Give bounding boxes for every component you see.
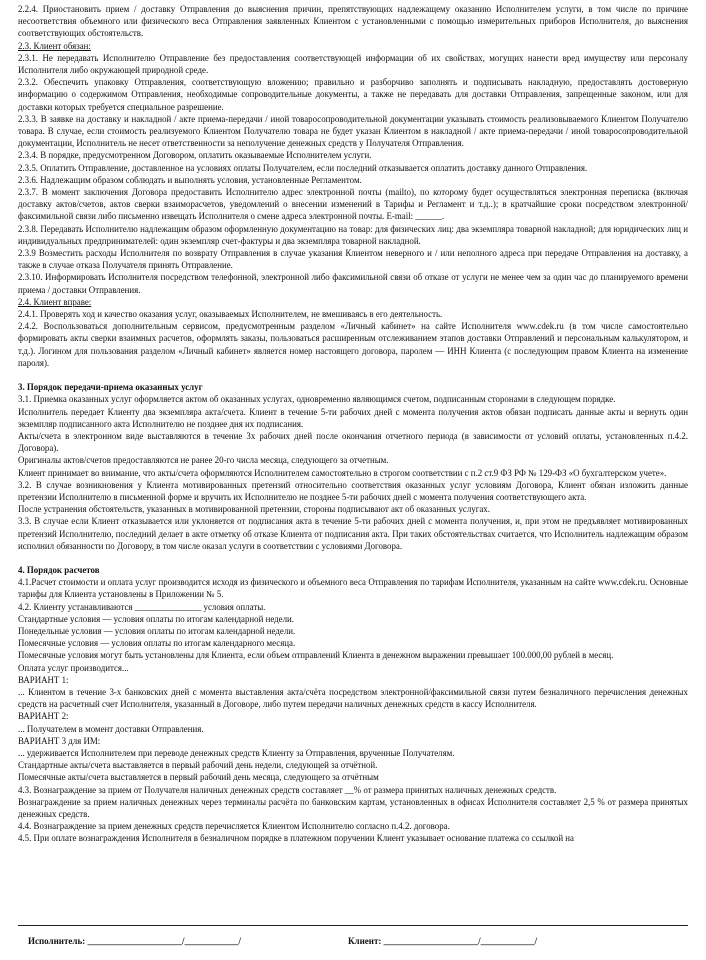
executor-signature-line: Исполнитель: _____________________/____________/ xyxy=(28,936,241,946)
paragraph: 3.3. В случае если Клиент отказывается или уклоняется от подписания акта в течение 5-ти рабочих дней с момента получения, и, при этом не предъявляет мотивированных претензий Исполнителю, последний делает в акте отметку об отказе Клиента от подписания акта. При таких обстоятельствах считается, что Исполнитель надлежащим образом исполнил обязанности по Договору, в том числе оказал услуги в соответствии с условиями Договора. xyxy=(18,516,688,551)
paragraph: Исполнитель передает Клиенту два экземпляра акта/счета. Клиент в течение 5-ти рабочих дней с момента получения актов обязан подписать данные акты и вернуть один экземпляр подписанного акта Исполнителю не позднее дня их подписания. xyxy=(18,406,688,429)
paragraph: ... Получателем в момент доставки Отправления. xyxy=(18,723,204,734)
paragraph: Акты/счета в электронном виде выставляются в течение 3х рабочих дней после окончания отчетного периода (в зависимости от условий оплаты, установленных п.4.2. Договора). xyxy=(18,430,688,454)
paragraph: 3.2. В случае возникновения у Клиента мотивированных претензий относительно соответствия оказанных услуг условиям Договора, Клиент обязан изложить данные претензии Исполнителю в письменной форме и вручить их Исполнителю не позднее 5-ти рабочих дней с момента получения соответствующего акта. xyxy=(18,479,688,502)
paragraph: Помесячные условия могут быть установлены для Клиента, если объем отправлений Клиента в денежном выражении превышает 100.000,00 рублей в месяц. xyxy=(18,650,614,661)
paragraph: 4.4. Вознаграждение за прием денежных средств перечисляется Клиентом Исполнителю согласно п.4.2. договора. xyxy=(18,821,450,832)
paragraph: ВАРИАНТ 3 для ИМ: xyxy=(18,735,101,746)
paragraph: 2.3.3. В заявке на доставку и накладной / акте приема-передачи / иной товаросопроводительной документации указывать стоимость реализовываемого Клиентом Получателю товара. В случае, если стоимость реализуемого Клиентом Получателю товара не будет указан Клиентом в накладной / акте приема-передачи / иной товаросопроводительной документации, Исполнитель не несет ответственности за неполучение денежных средств у Получателя Отправления. xyxy=(18,113,688,149)
spacer xyxy=(18,552,688,564)
paragraph: ВАРИАНТ 1: xyxy=(18,674,69,685)
document-body xyxy=(18,3,688,845)
paragraph: 2.3.6. Надлежащим образом соблюдать и выполнять условия, установленные Регламентом. xyxy=(18,174,362,185)
paragraph: ... Клиентом в течение 3-х банковских дней с момента выставления акта/счёта посредством электронной/факсимильной связи путем безналичного перечисления денежных средств на расчетный счет Исполнителя, указанный в Договоре, либо путем передачи наличных денежных средств в кассу Исполнителя. xyxy=(18,686,688,710)
paragraph: 2.3.2. Обеспечить упаковку Отправления, соответствующую вложению; правильно и разборчиво заполнять и подписывать накладную, предоставлять достоверную информацию о содержимом Отправления, необходимые сопроводительные документы, а также не передавать для доставки Отправления, запрещенные законом, или для доставки которых требуется специальное разрешение. xyxy=(18,77,688,112)
client-signature-line: Клиент: _____________________/____________/ xyxy=(348,936,538,946)
paragraph: 2.4.2. Воспользоваться дополнительным сервисом, предусмотренным разделом «Личный кабинет» на сайте Исполнителя www.cdek.ru (в том числе самостоятельно формировать акты сверки взаимных расчетов, оформлять заказы, пользоваться расширенным отслеживанием этапов доставки Отправлений и персональным калькулятором, и т.д.). Логином для пользования разделом «Личный кабинет» является номер настоящего договора, паролем — ИНН Клиента (с последующим правом Клиента на изменение пароля). xyxy=(18,321,688,368)
paragraph: ... удерживается Исполнителем при переводе денежных средств Клиенту за Отправления, врученные Получателям. xyxy=(18,747,455,758)
paragraph: 4.5. При оплате вознаграждения Исполнителя в безналичном порядке в платежном поручении Клиент указывает основание платежа со ссылкой на xyxy=(18,833,574,844)
section-heading: 3. Порядок передачи-приема оказанных услуг xyxy=(18,382,203,393)
paragraph: Стандартные условия — условия оплаты по итогам календарной недели. xyxy=(18,613,294,624)
paragraph: 2.3.4. В порядке, предусмотренном Договором, оплатить оказываемые Исполнителем услуги. xyxy=(18,150,372,161)
signature-footer xyxy=(18,925,688,946)
paragraph: Оплата услуг производится... xyxy=(18,662,129,673)
paragraph: 4.3. Вознаграждение за прием от Получателя наличных денежных средств составляет __% от размера принятых наличных денежных средств. xyxy=(18,784,557,795)
paragraph: ВАРИАНТ 2: xyxy=(18,711,69,722)
paragraph: Понедельные условия — условия оплаты по итогам календарной недели. xyxy=(18,625,296,636)
paragraph: 2.3.9 Возместить расходы Исполнителя по возврату Отправления в случае указания Клиентом неверного и / или неполного адреса при передаче Отправления на доставку, а также в случае отказа Получателя принять Отправление. xyxy=(18,248,688,271)
paragraph: 2.2.4. Приостановить прием / доставку Отправления до выяснения причин, препятствующих надлежащему оказанию Исполнителем услуги, в том числе по причине несоответствия объемного или физического веса Отправления заявленных Клиентом с установленными с помощью измерительных приборов Исполнителя, до выяснения соответствующих обстоятельств. xyxy=(18,4,688,39)
paragraph: 2.3.7. В момент заключения Договора предоставить Исполнителю адрес электронной почты (mailto), по которому будет осуществляться электронная переписка (включая доставку актов/счетов, актов сверки взаиморасчетов, уведомлений о внесении изменений в Тарифы и Регламент и т.д..); в кратчайшие сроки посредством электронной/ факсимильной связи либо письменно извещать Исполнителя о смене адреса электронной почты. E-mail: ______. xyxy=(18,187,688,222)
paragraph: Вознаграждение за прием наличных денежных через терминалы расчёта по банковским картам, установленных в офисах Исполнителя составляет 2,5 % от размера принятых денежных средств. xyxy=(18,796,688,819)
paragraph: 3.1. Приемка оказанных услуг оформляется актом об оказанных услугах, одновременно являющимся счетом, подписанным сторонами в следующем порядке. xyxy=(18,394,616,405)
paragraph: 2.4.1. Проверять ход и качество оказания услуг, оказываемых Исполнителем, не вмешиваясь в его деятельность. xyxy=(18,309,443,320)
subsection-heading: 2.3. Клиент обязан: xyxy=(18,40,91,51)
paragraph: 4.1.Расчет стоимости и оплата услуг производится исходя из физического и объемного веса Отправления по тарифам Исполнителя, указанным на сайте www.cdek.ru. Основные тарифы для Клиента установлены в Приложении № 5. xyxy=(18,577,688,600)
paragraph: 2.3.8. Передавать Исполнителю надлежащим образом оформленную документацию на товар: для физических лиц: два экземпляра товарной накладной; для юридических лиц и индивидуальных предпринимателей: один экземпляр счет-фактуры и два экземпляра товарной накладной. xyxy=(18,223,688,246)
subsection-heading: 2.4. Клиент вправе: xyxy=(18,296,92,307)
paragraph: Клиент принимает во внимание, что акты/счета оформляются Исполнителем самостоятельно в строгом соответствии с п.2 ст.9 ФЗ РФ № 129-ФЗ «О бухгалтерском учете». xyxy=(18,467,667,478)
paragraph: 4.2. Клиенту устанавливаются _______________ условия оплаты. xyxy=(18,601,266,612)
paragraph: Оригиналы актов/счетов предоставляются не ранее 20-го числа месяца, следующего за отчетным. xyxy=(18,455,389,466)
paragraph: Помесячные акты/счета выставляется в первый рабочий день месяца, следующего за отчётным xyxy=(18,772,379,783)
paragraph: 2.3.1. Не передавать Исполнителю Отправление без предоставления соответствующей информации об их свойствах, могущих нанести вред имуществу или персоналу Исполнителя либо окружающей природной среде. xyxy=(18,52,688,76)
paragraph: Стандартные акты/счета выставляется в первый рабочий день недели, следующей за отчётной. xyxy=(18,760,378,771)
spacer xyxy=(18,369,688,381)
paragraph: 2.3.5. Оплатить Отправление, доставленное на условиях оплаты Получателем, если последний отказывается оплатить доставку данного Отправления. xyxy=(18,162,588,173)
paragraph: 2.3.10. Информировать Исполнителя посредством телефонной, электронной либо факсимильной связи об отказе от услуги не менее чем за один час до планируемого времени приема / доставки Отправления. xyxy=(18,272,688,295)
paragraph: После устранения обстоятельств, указанных в мотивированной претензии, стороны подписывают акт об оказанных услугах. xyxy=(18,504,490,515)
paragraph: Помесячные условия — условия оплаты по итогам календарного месяца. xyxy=(18,638,296,649)
section-heading: 4. Порядок расчетов xyxy=(18,564,100,575)
